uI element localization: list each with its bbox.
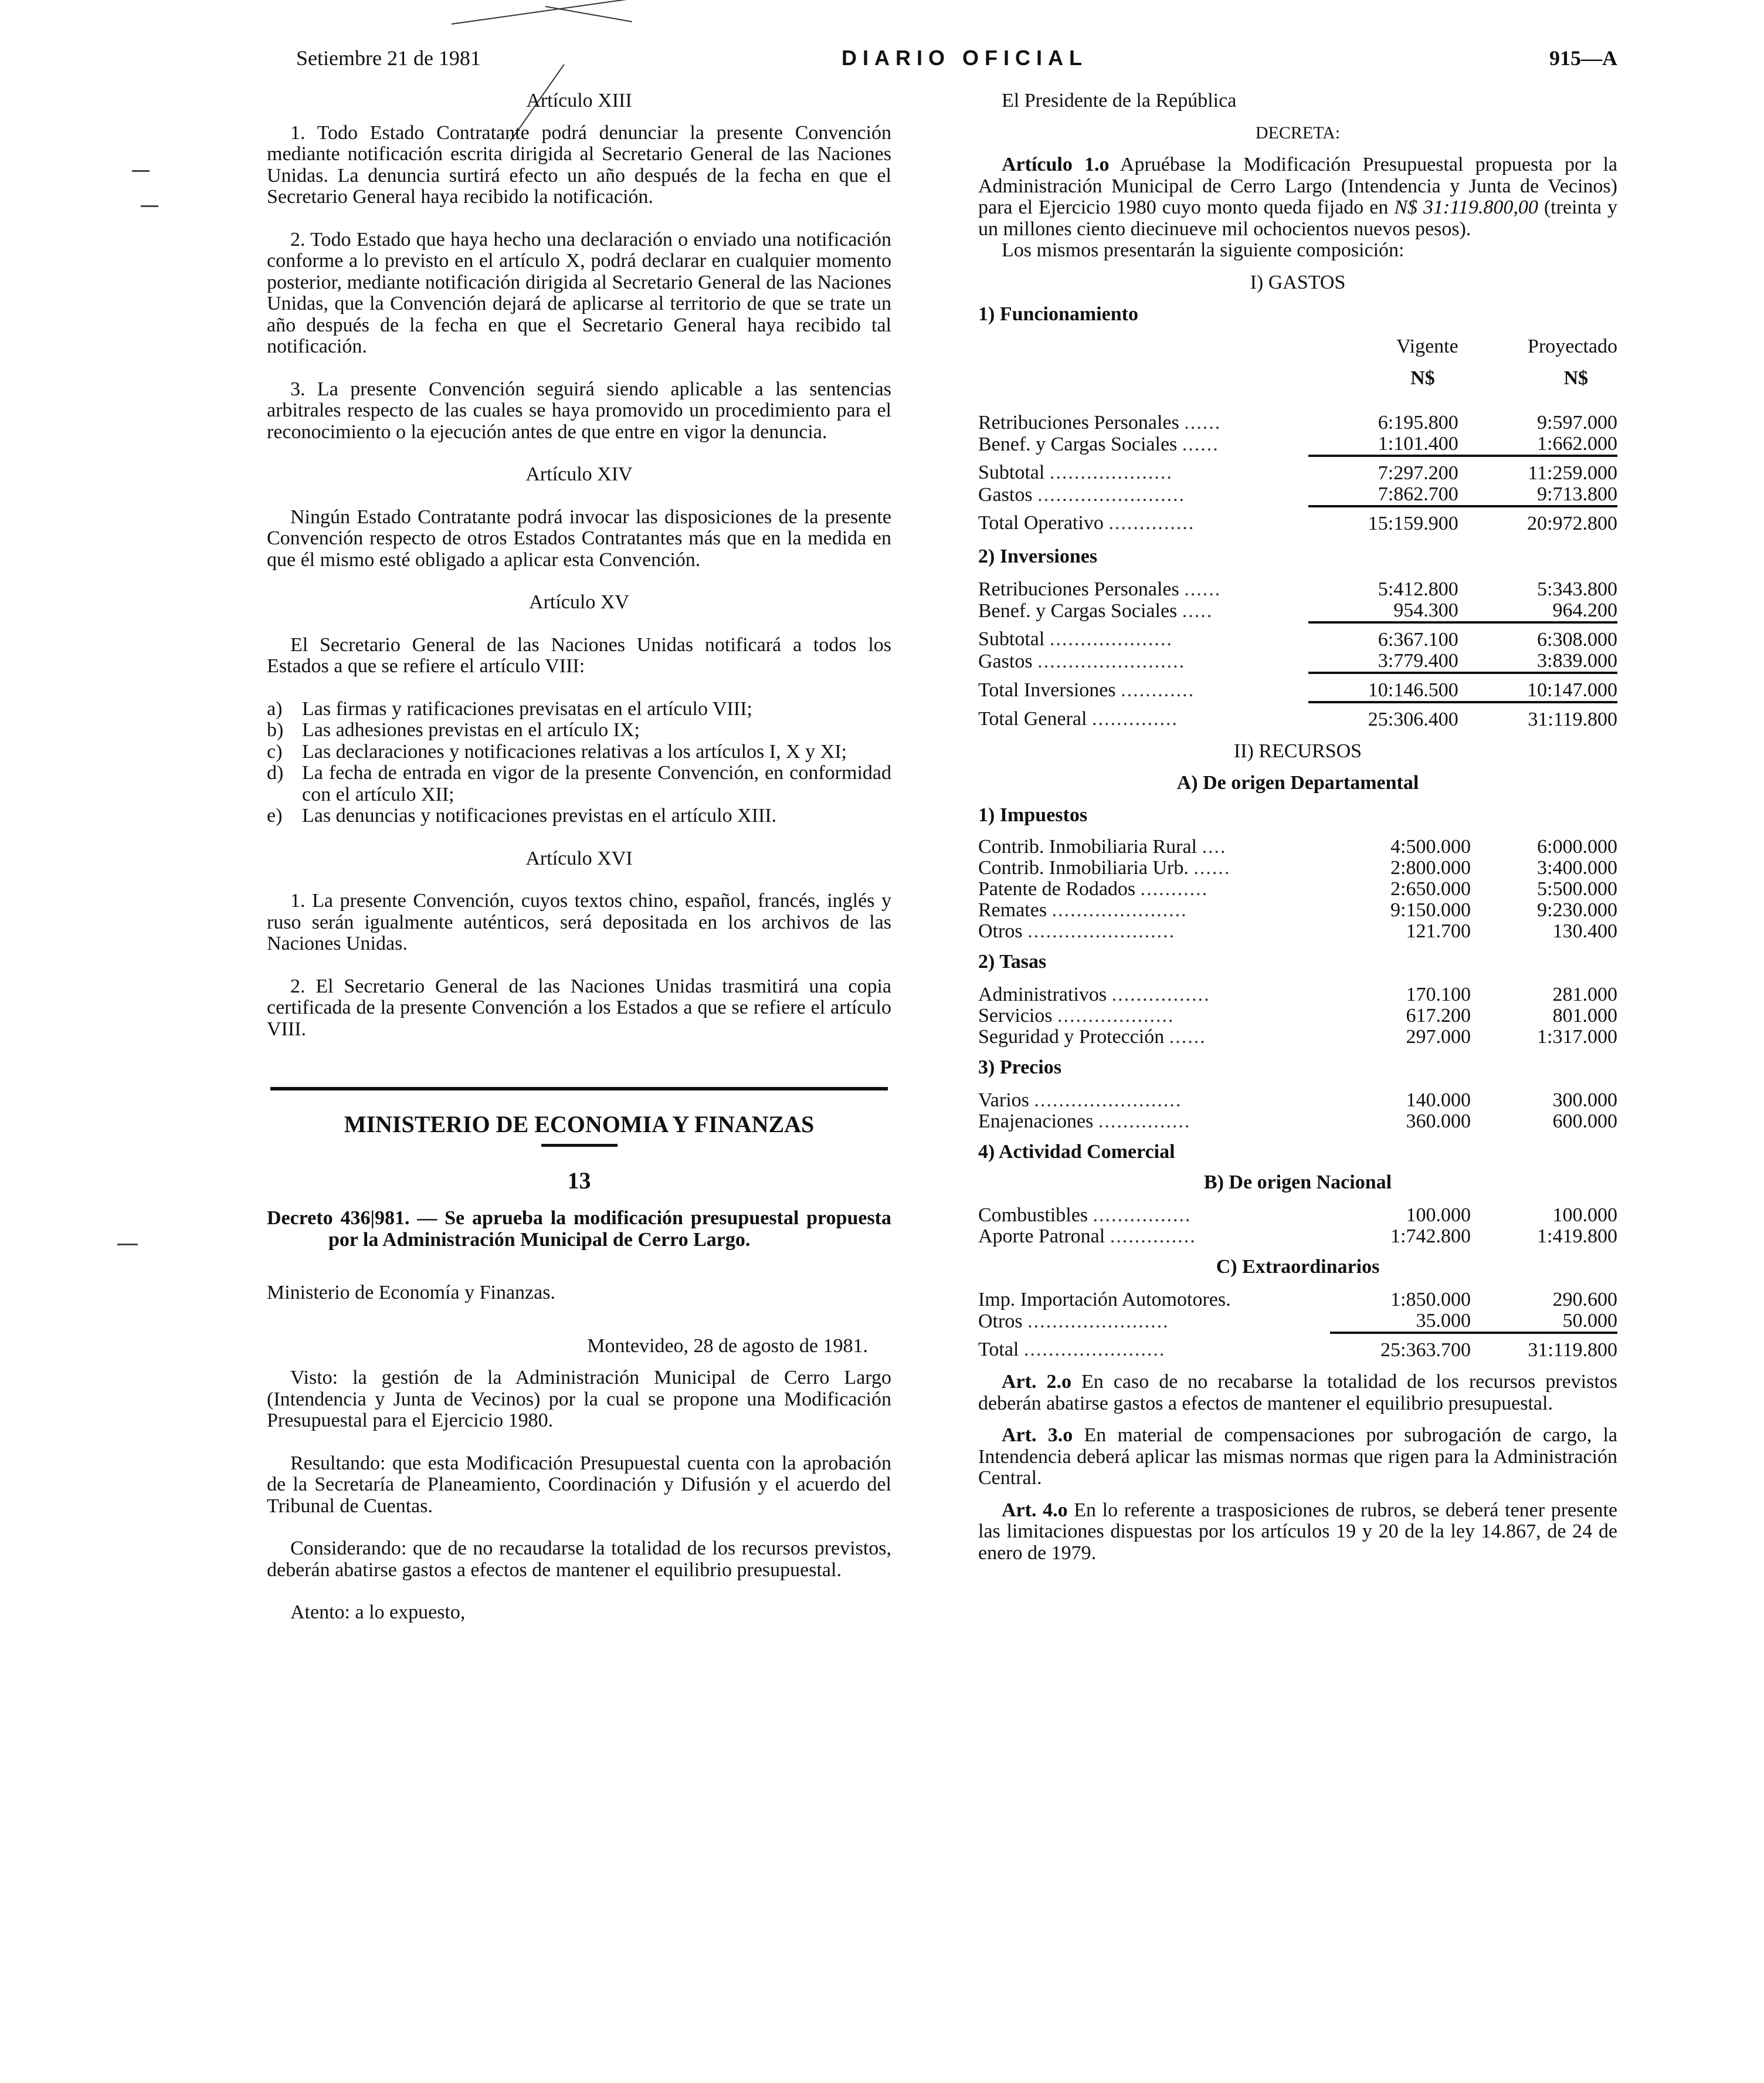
leader-dots: ........................ bbox=[1027, 921, 1176, 942]
row-label: Total bbox=[978, 1339, 1019, 1360]
article-1-paragraph bbox=[978, 154, 1617, 240]
table-row bbox=[978, 858, 1617, 879]
grand-total-row bbox=[978, 702, 1617, 730]
table-header-row bbox=[978, 326, 1617, 357]
inversiones-heading: 2) Inversiones bbox=[978, 545, 1098, 567]
row-label: Total Operativo bbox=[978, 512, 1104, 534]
leader-dots: .... bbox=[1202, 836, 1227, 858]
list-item bbox=[267, 699, 891, 720]
article-text: En lo referente a trasposiciones de rubros, se deberá tener presente las limitaciones dispuestas por los artículos 19 y 20 de la ley 14.867, de 24 de enero de 1979. bbox=[978, 1499, 1618, 1564]
table-row bbox=[978, 484, 1617, 506]
vigente-value: 617.200 bbox=[1406, 1005, 1471, 1027]
row-label: Aporte Patronal bbox=[978, 1226, 1105, 1247]
leader-dots: ................ bbox=[1093, 1205, 1192, 1226]
scan-scratch-mark bbox=[452, 0, 637, 25]
proyectado-value: 130.400 bbox=[1552, 920, 1617, 942]
table-row bbox=[978, 1027, 1617, 1048]
article-paragraph: Ningún Estado Contratante podrá invocar las disposiciones de la presente Convención respecto de otros Estados Contratantes más que en la medida en que él mismo esté obligado a aplicar esta Convención. bbox=[267, 506, 891, 571]
vigente-value: 140.000 bbox=[1406, 1089, 1471, 1111]
leader-dots: ...... bbox=[1184, 412, 1222, 433]
budget-amount: N$ 31:119.800,00 bbox=[1394, 197, 1538, 218]
article-heading: Artículo XIV bbox=[525, 463, 633, 485]
vigente-value: 100.000 bbox=[1406, 1204, 1471, 1226]
row-label: Varios bbox=[978, 1090, 1029, 1111]
ministry-heading: MINISTERIO DE ECONOMIA Y FINANZAS bbox=[344, 1111, 815, 1137]
article-paragraph: 2. El Secretario General de las Naciones Unidas trasmitirá una copia certificada de la presente Convención a los Estados a que se refiere el artículo VIII. bbox=[267, 975, 891, 1040]
proyectado-value: 31:119.800 bbox=[1528, 708, 1617, 730]
table-row bbox=[978, 1205, 1617, 1226]
row-label: Benef. y Cargas Sociales bbox=[978, 433, 1178, 455]
proyectado-value: 50.000 bbox=[1471, 1310, 1617, 1333]
proyectado-value: 100.000 bbox=[1552, 1204, 1617, 1226]
list-item bbox=[267, 720, 891, 741]
total-row bbox=[978, 506, 1617, 534]
row-label: Gastos bbox=[978, 650, 1033, 672]
proyectado-value: 31:119.800 bbox=[1528, 1339, 1617, 1361]
table-row bbox=[978, 412, 1617, 433]
header-date: Setiembre 21 de 1981 bbox=[296, 46, 481, 70]
proyectado-value: 5:500.000 bbox=[1537, 878, 1617, 900]
vigente-value: 5:412.800 bbox=[1378, 578, 1458, 600]
leader-dots: ................... bbox=[1057, 1005, 1175, 1027]
list-item bbox=[267, 805, 891, 827]
vigente-value: 3:779.400 bbox=[1308, 651, 1458, 673]
leader-dots: ........................ bbox=[1034, 1090, 1182, 1111]
leader-dots: ................ bbox=[1111, 984, 1210, 1005]
leader-dots: ...... bbox=[1182, 433, 1219, 455]
proyectado-value: 600.000 bbox=[1552, 1110, 1617, 1132]
leader-dots: .............. bbox=[1110, 1226, 1196, 1247]
list-label: d) bbox=[267, 762, 284, 784]
margin-speck bbox=[117, 1244, 138, 1245]
article-paragraph: 1. La presente Convención, cuyos textos chino, español, francés, inglés y ruso serán igualmente auténticos, será depositada en los archivos de las Naciones Unidas. bbox=[267, 890, 891, 954]
article-heading: Artículo XV bbox=[529, 591, 629, 613]
article-label: Art. 4.o bbox=[1002, 1499, 1068, 1521]
tasas-heading: 2) Tasas bbox=[978, 951, 1047, 973]
table-row bbox=[978, 651, 1617, 673]
proyectado-value: 11:259.000 bbox=[1528, 462, 1617, 484]
table-row bbox=[978, 836, 1617, 858]
proyectado-value: 9:713.800 bbox=[1458, 484, 1617, 506]
composition-line: Los mismos presentarán la siguiente composición: bbox=[1002, 239, 1405, 261]
list-label: a) bbox=[267, 697, 283, 720]
total-row bbox=[978, 673, 1617, 702]
funcionamiento-heading: 1) Funcionamiento bbox=[978, 303, 1138, 325]
row-label: Administrativos bbox=[978, 984, 1107, 1005]
right-column bbox=[978, 88, 1617, 1564]
leader-dots: ........................ bbox=[1037, 483, 1186, 506]
article-text: Apruébase la Modificación Presupuestal propuesta por la Administración Municipal de Cerro Largo (Intendencia y Junta de Vecinos) para el Ejercicio 1980 cuyo monto queda fijado en bbox=[978, 154, 1618, 218]
leader-dots: ............ bbox=[1121, 679, 1195, 701]
row-label: Patente de Rodados bbox=[978, 879, 1136, 900]
vigente-value: 7:297.200 bbox=[1378, 462, 1458, 484]
article-text: En caso de no recabarse la totalidad de los recursos previstos deberán abatirse gastos a efectos de mantener el equilibrio presupuestal. bbox=[978, 1371, 1618, 1414]
table-row bbox=[978, 579, 1617, 600]
proyectado-value: 281.000 bbox=[1552, 984, 1617, 1005]
vigente-value: 121.700 bbox=[1406, 920, 1471, 942]
proyectado-value: 3:400.000 bbox=[1537, 857, 1617, 879]
recursos-heading: II) RECURSOS bbox=[1233, 740, 1362, 762]
leader-dots: ........................ bbox=[1037, 650, 1186, 672]
row-label: Contrib. Inmobiliaria Urb. bbox=[978, 858, 1189, 879]
proyectado-value: 20:972.800 bbox=[1527, 512, 1617, 534]
article-4-paragraph bbox=[978, 1500, 1617, 1564]
row-label: Retribuciones Personales bbox=[978, 412, 1179, 433]
row-label: Combustibles bbox=[978, 1205, 1088, 1226]
proyectado-value: 10:147.000 bbox=[1458, 673, 1617, 702]
leader-dots: .............. bbox=[1108, 512, 1195, 534]
precios-heading: 3) Precios bbox=[978, 1056, 1061, 1078]
header-page-number: 915—A bbox=[1549, 46, 1617, 70]
table-row bbox=[978, 900, 1617, 921]
row-label: Servicios bbox=[978, 1005, 1053, 1027]
margin-speck bbox=[132, 170, 150, 172]
list-item bbox=[267, 741, 891, 763]
row-label: Benef. y Cargas Sociales bbox=[978, 600, 1178, 622]
proyectado-value: 290.600 bbox=[1552, 1289, 1617, 1310]
table-row bbox=[978, 1310, 1617, 1333]
leader-dots: ....................... bbox=[1027, 1310, 1169, 1332]
list-label: c) bbox=[267, 740, 283, 763]
vigente-value: 9:150.000 bbox=[1390, 899, 1471, 921]
comercial-heading: 4) Actividad Comercial bbox=[978, 1141, 1175, 1163]
table-row bbox=[978, 1226, 1617, 1247]
proyectado-value: 3:839.000 bbox=[1458, 651, 1617, 673]
vigente-value: 25:363.700 bbox=[1380, 1339, 1471, 1361]
currency-label: N$ bbox=[1563, 367, 1588, 389]
article-label: Art. 3.o bbox=[1002, 1424, 1073, 1446]
ministry-line: Ministerio de Economía y Finanzas. bbox=[267, 1282, 555, 1303]
proyectado-value: 1:317.000 bbox=[1537, 1026, 1617, 1048]
place-date: Montevideo, 28 de agosto de 1981. bbox=[587, 1335, 868, 1357]
table-row bbox=[978, 600, 1617, 622]
vigente-value: 1:742.800 bbox=[1390, 1225, 1471, 1247]
article-3-paragraph bbox=[978, 1425, 1617, 1489]
list-text: Las declaraciones y notificaciones relativas a los artículos I, X y XI; bbox=[302, 740, 847, 763]
gastos-heading: I) GASTOS bbox=[1250, 271, 1346, 293]
proyectado-value: 1:662.000 bbox=[1458, 433, 1617, 456]
subtotal-row bbox=[978, 456, 1617, 484]
list-text: Las denuncias y notificaciones previstas en el artículo XIII. bbox=[302, 805, 777, 827]
leader-dots: ........... bbox=[1140, 879, 1209, 900]
budget-table-recursos bbox=[978, 836, 1617, 1361]
proyectado-value: 1:419.800 bbox=[1537, 1225, 1617, 1247]
president-line: El Presidente de la República bbox=[1002, 90, 1237, 111]
article-2-paragraph bbox=[978, 1371, 1617, 1414]
row-label: Seguridad y Protección bbox=[978, 1027, 1165, 1048]
table-row bbox=[978, 1005, 1617, 1027]
visto-paragraph: Visto: la gestión de la Administración Municipal de Cerro Largo (Intendencia y Junta de Vecinos) por la cual se propone una Modificación Presupuestal para el Ejercicio 1980. bbox=[267, 1367, 891, 1431]
row-label: Contrib. Inmobiliaria Rural bbox=[978, 836, 1197, 858]
atento-paragraph: Atento: a lo expuesto, bbox=[290, 1601, 466, 1623]
decree-label: Decreto 436|981. — bbox=[267, 1207, 437, 1229]
article-label: Artículo 1.o bbox=[1002, 154, 1110, 175]
row-label: Gastos bbox=[978, 483, 1033, 506]
vigente-value: 1:101.400 bbox=[1308, 433, 1458, 456]
vigente-value: 6:195.800 bbox=[1378, 411, 1458, 433]
vigente-value: 7:862.700 bbox=[1308, 484, 1458, 506]
list-label: e) bbox=[267, 805, 283, 827]
leader-dots: ...... bbox=[1169, 1027, 1206, 1048]
vigente-value: 4:500.000 bbox=[1390, 836, 1471, 858]
grand-total-row bbox=[978, 1333, 1617, 1361]
list-label: b) bbox=[267, 719, 284, 741]
decree-number: 13 bbox=[567, 1167, 591, 1194]
leader-dots: .................... bbox=[1049, 461, 1173, 483]
table-currency-row bbox=[978, 357, 1617, 389]
leader-dots: ....................... bbox=[1023, 1339, 1166, 1360]
row-label: Otros bbox=[978, 921, 1023, 942]
decree-title bbox=[267, 1208, 891, 1251]
table-row bbox=[978, 879, 1617, 900]
vigente-value: 35.000 bbox=[1330, 1310, 1471, 1333]
row-label: Total General bbox=[978, 707, 1087, 730]
table-row bbox=[978, 1090, 1617, 1111]
considerando-paragraph: Considerando: que de no recaudarse la totalidad de los recursos previstos, deberán abatirse gastos a efectos de mantener el equilibrio presupuestal. bbox=[267, 1537, 891, 1581]
row-label: Total Inversiones bbox=[978, 679, 1116, 701]
scan-scratch-mark bbox=[545, 6, 632, 22]
vigente-value: 10:146.500 bbox=[1308, 673, 1458, 702]
vigente-value: 170.100 bbox=[1406, 984, 1471, 1005]
row-label: Retribuciones Personales bbox=[978, 578, 1179, 600]
column-header-vigente: Vigente bbox=[1396, 335, 1458, 357]
table-row bbox=[978, 1289, 1617, 1310]
list-text: Las adhesiones previstas en el artículo IX; bbox=[302, 719, 640, 741]
vigente-value: 1:850.000 bbox=[1390, 1289, 1471, 1310]
vigente-value: 2:650.000 bbox=[1390, 878, 1471, 900]
resultando-paragraph: Resultando: que esta Modificación Presupuestal cuenta con la aprobación de la Secretaría de Planeamiento, Coordinación y Difusión y el acuerdo del Tribunal de Cuentas. bbox=[267, 1452, 891, 1517]
table-row bbox=[978, 1111, 1617, 1132]
leader-dots: ...... bbox=[1193, 858, 1231, 879]
article-paragraph: 2. Todo Estado que haya hecho una declaración o enviado una notificación conforme a lo previsto en el artículo X, podrá declarar en cualquier momento posterior, mediante notificación dirigida al Secretario General de las Naciones Unidas, que la Convención dejará de aplicarse al territorio de que se trate un año después de la fecha en que el Secretario General haya recibido tal notificación. bbox=[267, 228, 891, 357]
header-title: DIARIO OFICIAL bbox=[842, 46, 1088, 70]
leader-dots: .................... bbox=[1049, 628, 1173, 650]
article-list bbox=[267, 699, 891, 827]
vigente-value: 2:800.000 bbox=[1390, 857, 1471, 879]
article-paragraph: 3. La presente Convención seguirá siendo aplicable a las sentencias arbitrales respecto de las cuales se haya promovido un procedimiento para el reconocimiento o la ejecución antes de que entre en vigor la denuncia. bbox=[267, 378, 891, 443]
proyectado-value: 9:230.000 bbox=[1537, 899, 1617, 921]
proyectado-value: 801.000 bbox=[1552, 1005, 1617, 1027]
row-label: Imp. Importación Automotores. bbox=[978, 1289, 1231, 1310]
departamental-heading: A) De origen Departamental bbox=[1176, 772, 1419, 794]
impuestos-heading: 1) Impuestos bbox=[978, 804, 1088, 826]
decree-summary: Se aprueba la modificación presupuestal propuesta por la Administración Municipal de Cerro Largo. bbox=[328, 1207, 891, 1251]
row-label: Remates bbox=[978, 900, 1047, 921]
leader-dots: .............. bbox=[1091, 707, 1178, 730]
vigente-value: 297.000 bbox=[1406, 1026, 1471, 1048]
vigente-value: 6:367.100 bbox=[1378, 628, 1458, 651]
proyectado-value: 6:000.000 bbox=[1537, 836, 1617, 858]
vigente-value: 360.000 bbox=[1406, 1110, 1471, 1132]
vigente-value: 15:159.900 bbox=[1368, 512, 1458, 534]
list-text: La fecha de entrada en vigor de la presente Convención, en conformidad con el artículo XII; bbox=[302, 762, 891, 805]
list-item bbox=[267, 763, 891, 805]
proyectado-value: 964.200 bbox=[1458, 600, 1617, 622]
leader-dots: ...................... bbox=[1051, 900, 1188, 921]
proyectado-value: 300.000 bbox=[1552, 1089, 1617, 1111]
margin-speck bbox=[141, 205, 158, 207]
leader-dots: ...... bbox=[1184, 578, 1222, 600]
row-label: Otros bbox=[978, 1310, 1023, 1332]
leader-dots: ............... bbox=[1098, 1111, 1191, 1132]
column-header-proyectado: Proyectado bbox=[1528, 335, 1617, 357]
article-label: Art. 2.o bbox=[1002, 1371, 1071, 1393]
proyectado-value: 9:597.000 bbox=[1537, 411, 1617, 433]
article-paragraph: El Secretario General de las Naciones Unidas notificará a todos los Estados a que se refiere el artículo VIII: bbox=[267, 634, 891, 677]
extraordinarios-heading: C) Extraordinarios bbox=[1216, 1256, 1380, 1278]
vigente-value: 954.300 bbox=[1308, 600, 1458, 622]
row-label: Enajenaciones bbox=[978, 1111, 1094, 1132]
vigente-value: 25:306.400 bbox=[1368, 708, 1458, 730]
currency-label: N$ bbox=[1410, 367, 1435, 389]
table-row bbox=[978, 984, 1617, 1005]
proyectado-value: 6:308.000 bbox=[1537, 628, 1617, 651]
article-heading: Artículo XVI bbox=[525, 847, 633, 869]
budget-table-gastos bbox=[978, 326, 1617, 730]
article-text: (treinta y un millones ciento diecinueve mil ochocientos nuevos pesos). bbox=[978, 197, 1618, 240]
decreta-heading: DECRETA: bbox=[1255, 123, 1341, 143]
article-heading: Artículo XIII bbox=[526, 90, 632, 111]
subtotal-row bbox=[978, 622, 1617, 651]
nacional-heading: B) De origen Nacional bbox=[1203, 1171, 1392, 1193]
proyectado-value: 5:343.800 bbox=[1537, 578, 1617, 600]
row-label: Subtotal bbox=[978, 628, 1045, 650]
row-label: Subtotal bbox=[978, 461, 1045, 483]
left-column bbox=[267, 88, 891, 1624]
article-text: En material de compensaciones por subrogación de cargo, la Intendencia deberá aplicar las mismas normas que rigen para la Administración Central. bbox=[978, 1424, 1618, 1489]
article-paragraph: 1. Todo Estado Contratante podrá denunciar la presente Convención mediante notificación escrita dirigida al Secretario General de las Naciones Unidas. La denuncia surtirá efecto un año después de la fecha en que el Secretario General haya recibido la notificación. bbox=[267, 121, 891, 208]
list-text: Las firmas y ratificaciones previsatas en el artículo VIII; bbox=[302, 697, 752, 720]
table-row bbox=[978, 921, 1617, 942]
leader-dots: ..... bbox=[1182, 600, 1213, 622]
table-row bbox=[978, 433, 1617, 456]
